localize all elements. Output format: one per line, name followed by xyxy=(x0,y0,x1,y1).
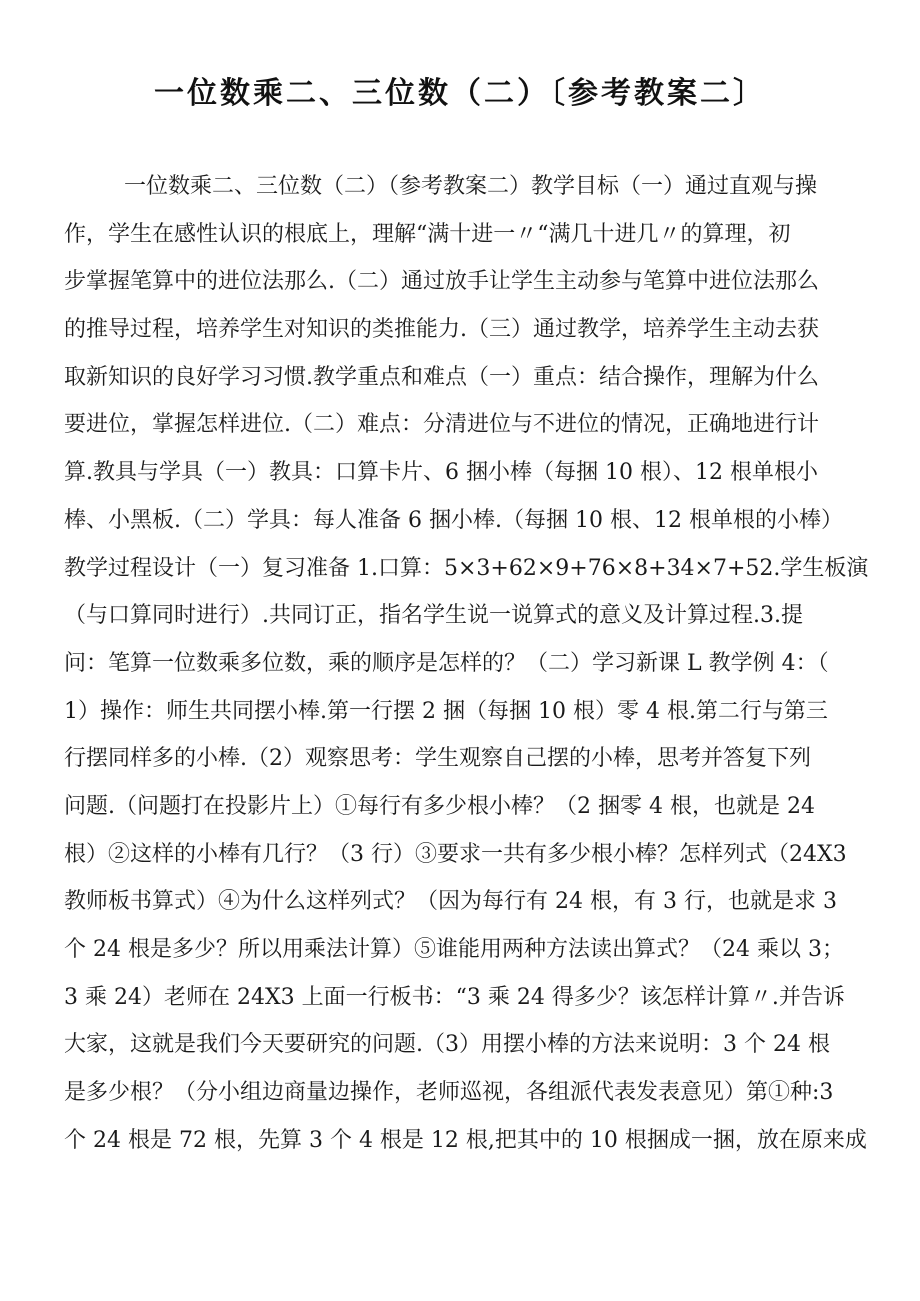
body-line: 1）操作：师生共同摆小棒.第一行摆 2 捆（每捆 10 根）零 4 根.第二行与第三 xyxy=(64,698,828,724)
body-line: 的推导过程，培养学生对知识的类推能力.（三）通过教学，培养学生主动去获 xyxy=(64,317,819,343)
body-line: 棒、小黑板.（二）学具：每人准备 6 捆小棒.（每捆 10 根、12 根单根的小棒） xyxy=(64,507,843,533)
body-line: 步掌握笔算中的进位法那么.（二）通过放手让学生主动参与笔算中进位法那么 xyxy=(64,269,819,295)
body-line: （与口算同时进行）.共同订正，指名学生说一说算式的意义及计算过程.3.提 xyxy=(64,603,803,629)
body-line: 教师板书算式）④为什么这样列式？（因为每行有 24 根，有 3 行，也就是求 3 xyxy=(64,889,837,915)
body-line: 问：笔算一位数乘多位数，乘的顺序是怎样的？（二）学习新课 L 教学例 4：（ xyxy=(64,650,829,676)
document-title: 一位数乘二、三位数（二）〔参考教案二〕 xyxy=(154,76,766,111)
body-line: 大家，这就是我们今天要研究的问题.（3）用摆小棒的方法来说明：3 个 24 根 xyxy=(64,1032,830,1058)
body-line: 取新知识的良好学习习惯.教学重点和难点（一）重点：结合操作，理解为什么 xyxy=(64,364,819,390)
body-line: 要进位，掌握怎样进位.（二）难点：分清进位与不进位的情况，正确地进行计 xyxy=(64,412,819,438)
body-line: 作，学生在感性认识的根底上，理解“满十进一〃“满几十进几〃的算理，初 xyxy=(64,221,791,247)
body-line: 根）②这样的小棒有几行？（3 行）③要求一共有多少根小棒？怎样列式（24X3 xyxy=(64,841,847,867)
body-line: 行摆同样多的小棒.（2）观察思考：学生观察自己摆的小棒，思考并答复下列 xyxy=(64,746,811,772)
body-line: 个 24 根是 72 根，先算 3 个 4 根是 12 根,把其中的 10 根捆成一捆，放在原来成 xyxy=(64,1127,867,1153)
body-line: 算.教具与学具（一）教具：口算卡片、6 捆小棒（每捆 10 根）、12 根单根小 xyxy=(64,460,818,486)
document-body xyxy=(64,163,869,1164)
body-line: 3 乘 24）老师在 24X3 上面一行板书：“3 乘 24 得多少？该怎样计算〃.并告诉 xyxy=(64,984,845,1010)
body-line: 问题.（问题打在投影片上）①每行有多少根小棒？（2 捆零 4 根，也就是 24 xyxy=(64,793,815,819)
body-line: 个 24 根是多少？所以用乘法计算）⑤谁能用两种方法读出算式？（24 乘以 3； xyxy=(64,937,844,962)
body-line: 教学过程设计（一）复习准备 1.口算：5×3+62×9+76×8+34×7+52.学生板演 xyxy=(64,555,869,581)
body-line: 一位数乘二、三位数（二）（参考教案二）教学目标（一）通过直观与操 xyxy=(124,174,818,199)
body-line: 是多少根？（分小组边商量边操作，老师巡视，各组派代表发表意见）第①种:3 xyxy=(64,1080,834,1106)
